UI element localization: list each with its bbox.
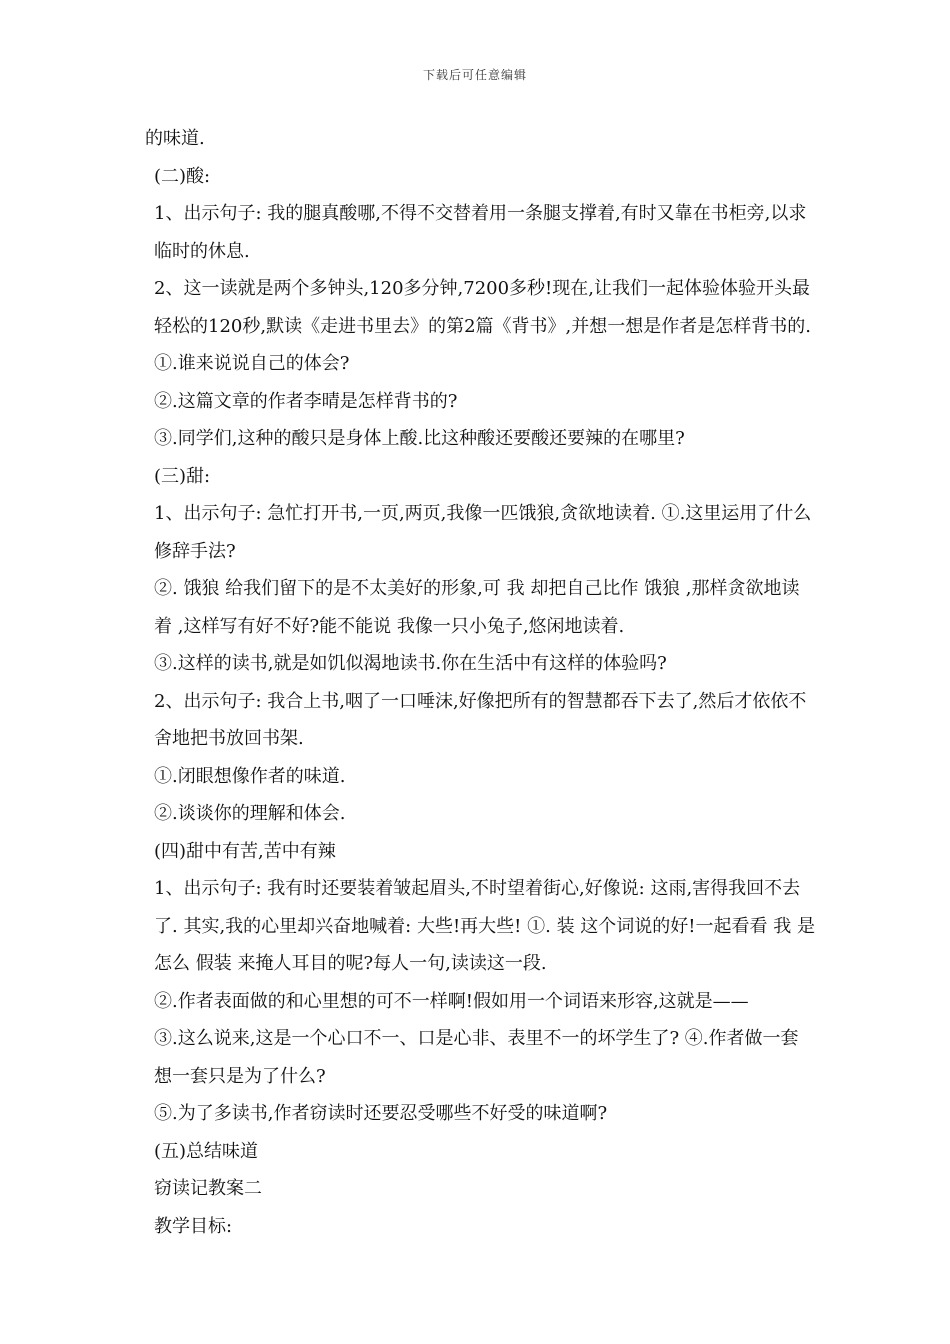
section-heading-summary: (五)总结味道: [154, 1140, 259, 1162]
question-item: ②.作者表面做的和心里想的可不一样啊!假如用一个词语来形容,这就是——: [154, 990, 749, 1012]
section-heading-mixed: (四)甜中有苦,苦中有辣: [154, 840, 336, 862]
question-item: ③.这么说来,这是一个心口不一、口是心非、表里不一的坏学生了? ④.作者做一套想一套只是为了什么?: [154, 1028, 799, 1087]
teaching-goals-heading: 教学目标:: [154, 1215, 233, 1237]
paragraph: 1、出示句子: 我的腿真酸哪,不得不交替着用一条腿支撑着,有时又靠在书柜旁,以求临时的休息.: [154, 203, 807, 262]
paragraph: 1、出示句子: 我有时还要装着皱起眉头,不时望着街心,好像说: 这雨,害得我回不去了. 其实,我的心里却兴奋地喊着: 大些!再大些! ①. 装 这个词说的好!一起看看 我 是怎么 假装 来掩人耳目的呢?每人一句,读读这一段.: [154, 878, 815, 974]
question-item: ①.谁来说说自己的体会?: [154, 353, 350, 374]
lesson-plan-title: 窃读记教案二: [154, 1178, 262, 1199]
question-item: ③.这样的读书,就是如饥似渴地读书.你在生活中有这样的体验吗?: [154, 653, 667, 674]
section-heading-sweet: (三)甜:: [154, 465, 211, 487]
question-item: ②. 饿狼 给我们留下的是不太美好的形象,可 我 却把自己比作 饿狼 ,那样贪欲地读着 ,这样写有好不好?能不能说 我像一只小兔子,悠闲地读着.: [154, 578, 800, 637]
question-item: ③.同学们,这种的酸只是身体上酸.比这种酸还要酸还要辣的在哪里?: [154, 428, 685, 449]
page-header: 下载后可任意编辑: [422, 68, 527, 82]
question-item: ①.闭眼想像作者的味道.: [154, 765, 346, 787]
section-heading-sour: (二)酸:: [154, 165, 211, 187]
paragraph: 的味道.: [145, 128, 205, 149]
question-item: ②.谈谈你的理解和体会.: [154, 803, 346, 824]
document-body: [145, 120, 815, 1245]
question-item: ②.这篇文章的作者李晴是怎样背书的?: [154, 390, 458, 412]
paragraph: 1、出示句子: 急忙打开书,一页,两页,我像一匹饿狼,贪欲地读着. ①.这里运用了什么修辞手法?: [154, 503, 812, 562]
paragraph: 2、这一读就是两个多钟头,120多分钟,7200多秒!现在,让我们一起体验体验开头最轻松的120秒,默读《走进书里去》的第2篇《背书》,并想一想是作者是怎样背书的.: [154, 278, 811, 337]
paragraph: 2、出示句子: 我合上书,咽了一口唾沫,好像把所有的智慧都吞下去了,然后才依依不舍地把书放回书架.: [154, 690, 807, 749]
question-item: ⑤.为了多读书,作者窃读时还要忍受哪些不好受的味道啊?: [154, 1103, 608, 1124]
